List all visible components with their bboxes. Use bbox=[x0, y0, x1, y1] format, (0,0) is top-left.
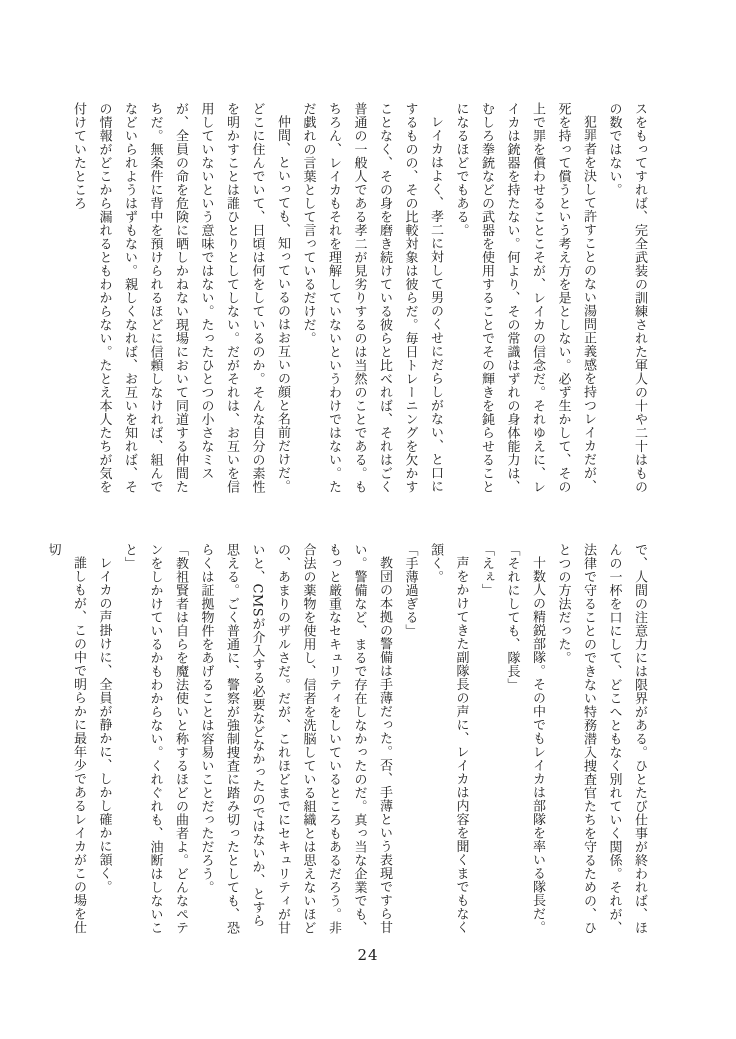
paragraph: レイカはよく、孝二に対して男のくせにだらしがない、と口にするものの、その比較対象は彼らだ。毎日トレーニングを欠かすことなく、その身を磨き続けている彼らと比べれば、それはごく普通の一般人である孝二が見劣りするのは当然のことである。もちろん、レイカもそれを理解していないというわけではない。ただ戯れの言葉として言っているだけだ。 bbox=[300, 102, 443, 494]
paragraph: 犯罪者を決して許すことのない湯問正義感を持つレイカだが、死を持って償うという考え方を是としない。必ず生かして、その上で罪を償わせることこそが、レイカの信念だ。それゆえに、レイカは銃器を持たない。何より、その常識はずれの身体能力は、むしろ拳銃などの武器を使用することでその輝きを鈍らせることになるほどでもある。 bbox=[453, 102, 596, 494]
dialogue-line: 「手薄過ぎる」 bbox=[402, 543, 418, 638]
text-block-bottom bbox=[45, 543, 652, 935]
paragraph: 誰しもが、この中で明らかに最年少であるレイカがこの場を仕切 bbox=[45, 543, 86, 934]
dialogue-line: 「それにしても、隊長」 bbox=[504, 543, 520, 692]
paragraph: 仲間、といっても、知っているのはお互いの顔と名前だけだ。どこに住んでいて、日頃は何をしているのか。そんな自分の素性を明かすことは誰ひとりとしてしない。だがそれは、お互いを信用していないという意味ではない。たったひとつの小さなミスが、全員の命を危険に晒しかねない現場において同道する仲間たちだ。無条件に背中を預けられるほどに信頼しなければ、組んでなどいられようはずもない。親しくなれば、お互いを知れば、その情報がどこから漏れるともわからない。たとえ本人たちが気を付けていたところ bbox=[71, 102, 290, 494]
paragraph: で、人間の注意力には限界がある。ひとたび仕事が終われば、ほんの一杯を口にして、どこへともなく別れていく関係。それが、法律で守ることのできない特務潜入捜査官たちを守るための、ひとつの方法だった。 bbox=[555, 543, 647, 935]
page-number: 24 bbox=[357, 946, 379, 964]
paragraph: スをもってすれば、完全武装の訓練された軍人の十や二十はものの数ではない。 bbox=[606, 102, 647, 494]
paragraph: 十数人の精鋭部隊。その中でもレイカは部隊を率いる隊長だ。 bbox=[530, 556, 545, 934]
paragraph: レイカの声掛けに、全員が静かに、しかし確かに頷く。 bbox=[96, 556, 112, 894]
paragraph: 教団の本拠の警備は手薄だった。否、手薄という表現ですら甘い。警備など、まるで存在しなかったのだ。真っ当な企業でも、もっと厳重なセキュリティをしいているところもあるだろう。非合法の薬物を使用し、信者を洗脳している組織とは思えないほどの、あまりのザルさだ。だが、これほどまでにセキュリティが甘いと、CMSが介入する必要などなかったのではないか、とすら思える。ごく普通に、警察が強制捜査に踏み切ったとしても、恐らくは証拠物件をあげることは容易いことだっただろう。 bbox=[198, 543, 392, 935]
text-block-top bbox=[60, 102, 652, 494]
paragraph: 声をかけてきた副隊長の声に、レイカは内容を聞くまでもなく頷く。 bbox=[428, 543, 469, 934]
dialogue-line: 「教祖賢者は自らを魔法使いと称するほどの曲者よ。どんなペテンをしかけているかもわからない。くれぐれも、油断はしないこと」 bbox=[122, 543, 188, 935]
dialogue-line: 「えぇ」 bbox=[479, 543, 494, 597]
